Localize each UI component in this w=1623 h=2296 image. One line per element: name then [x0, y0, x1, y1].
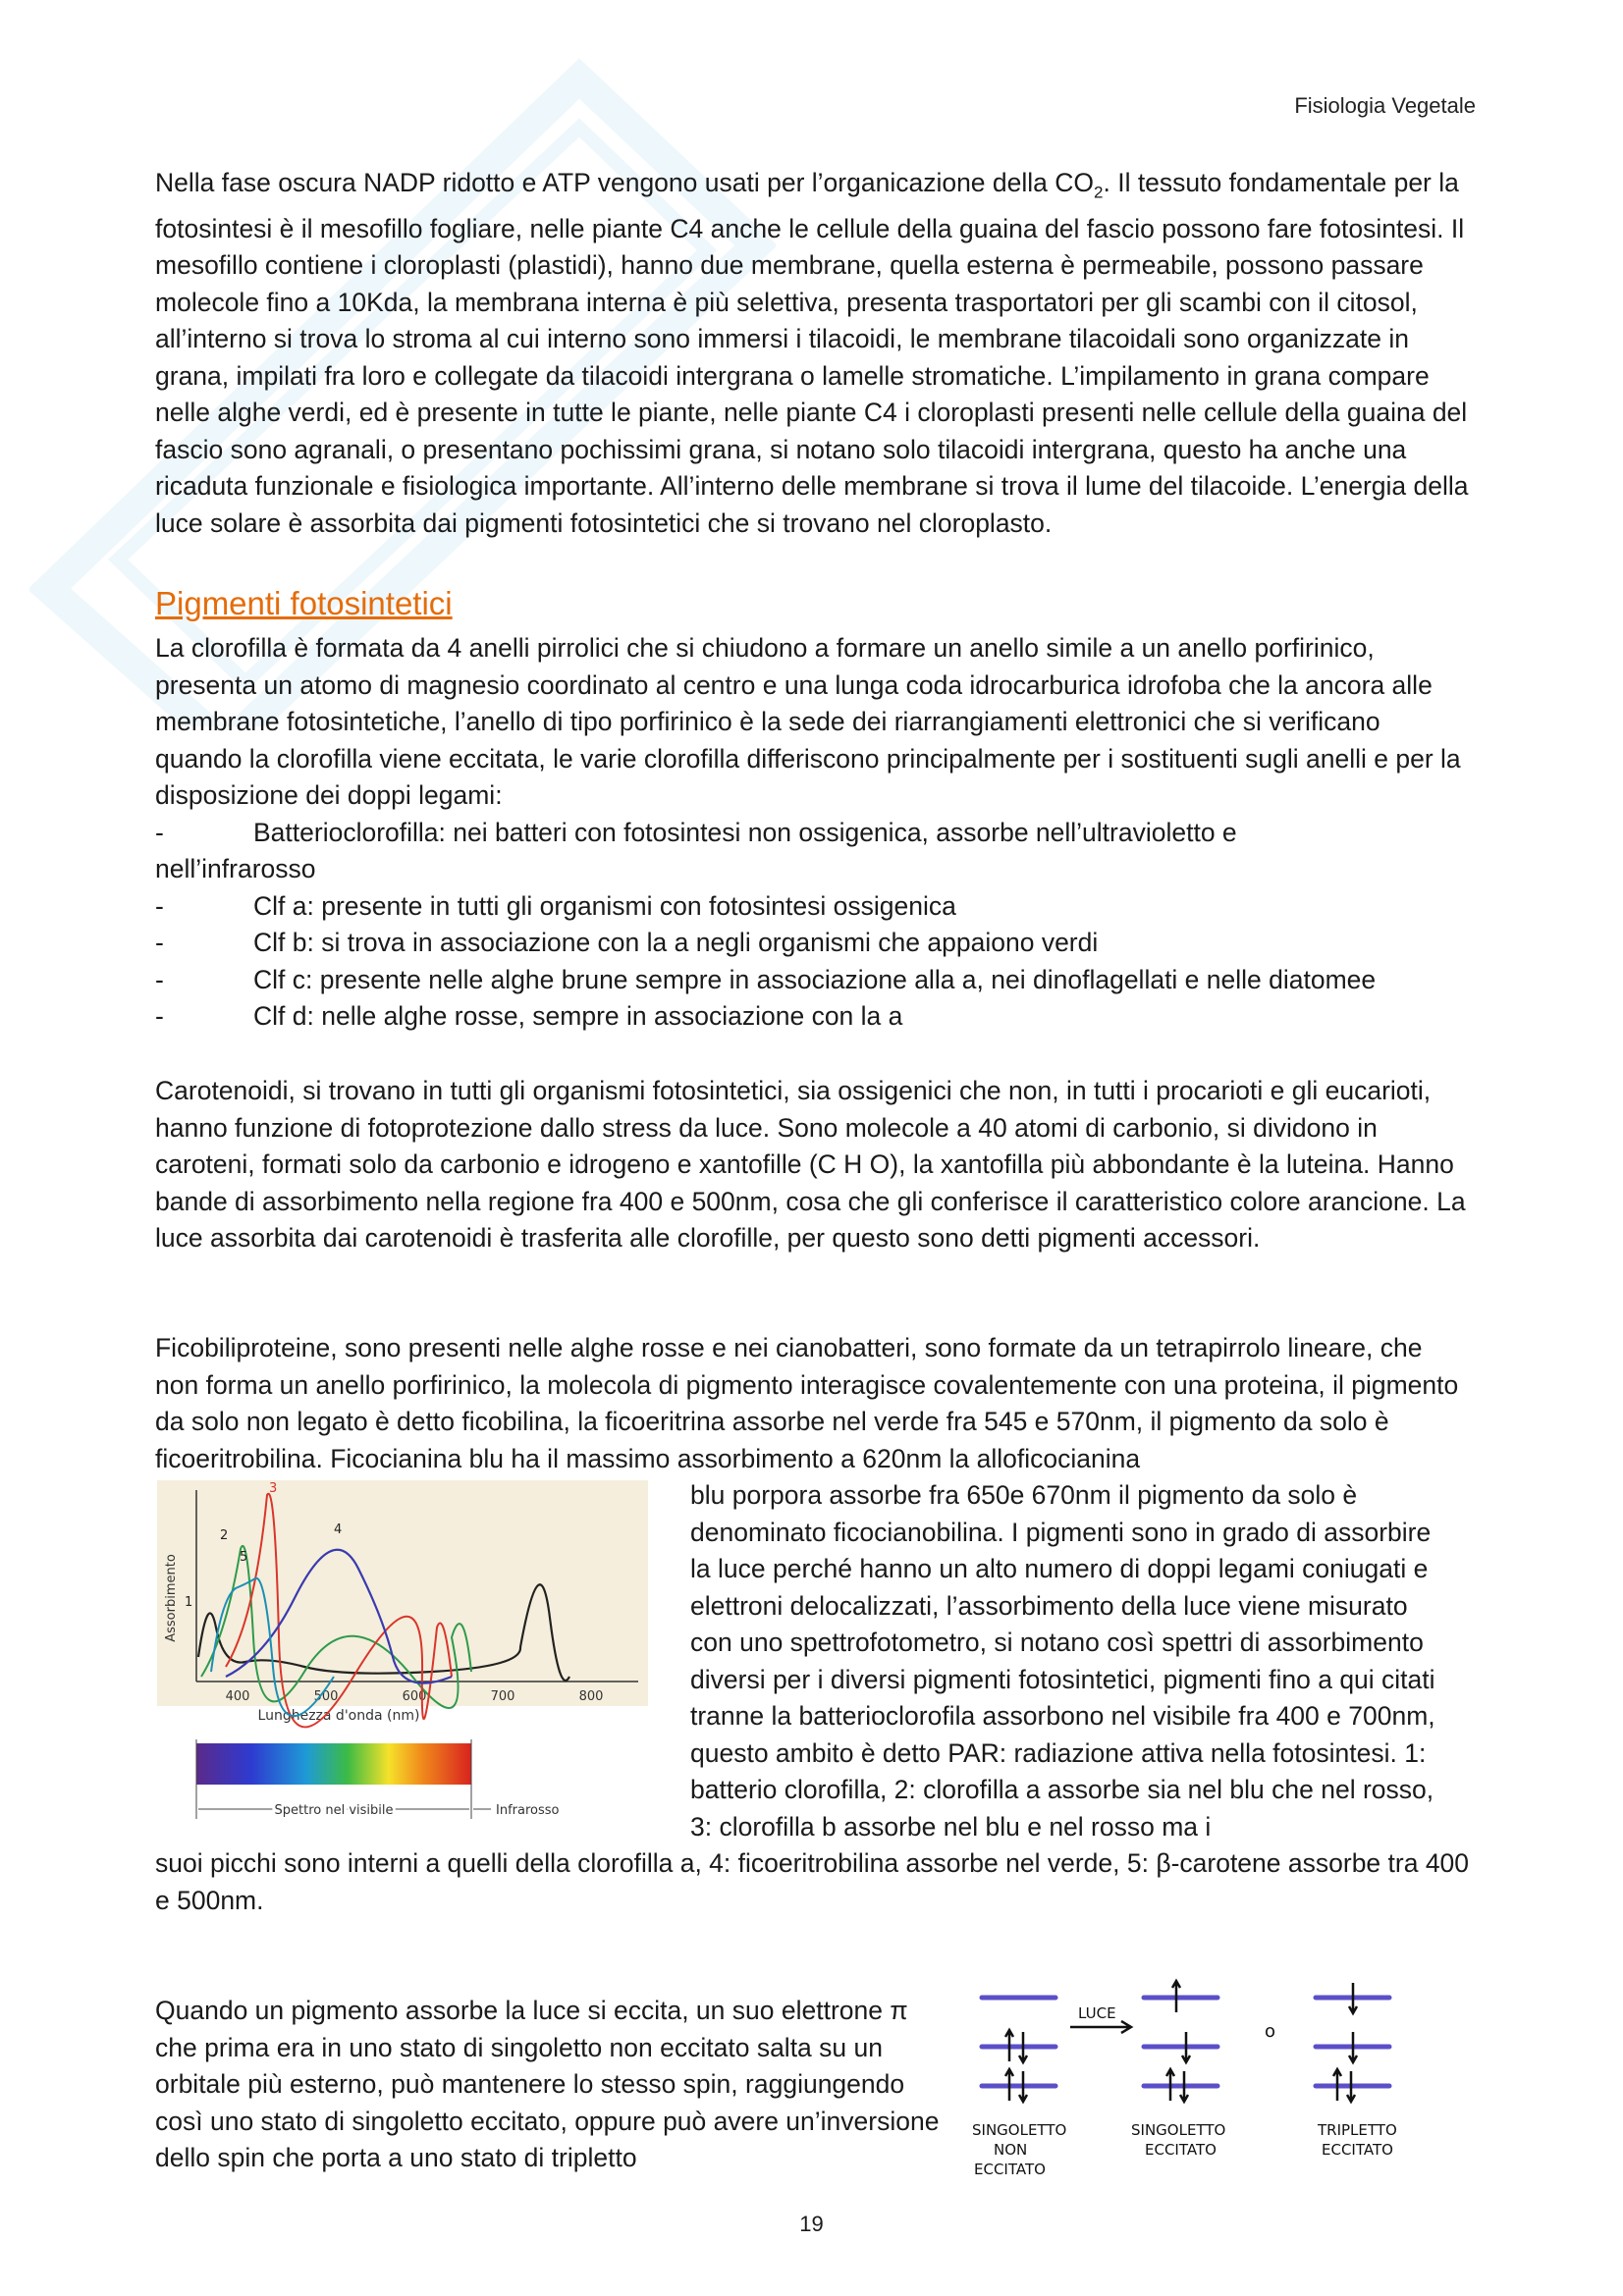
paragraph-carotenoidi: Carotenoidi, si trovano in tutti gli organismi fotosintetici, sia ossigenici che non, in tutti i procarioti e gli eucarioti, hanno funzione di fotoprotezione dallo stress da luce. Sono molecole a 40 atomi di carbonio, si dividono in caroteni, formati solo da carbonio e idrogeno e xantofille (C H O), la xantofilla più abbondante è la luteina. Hanno bande di assorbimento nella regione fra 400 e 500nm, cosa che gli conferisce il caratteristico colore arancione. La luce assorbita dai carotenoidi è trasferita alle clorofille, per questo sono detti pigmenti accessori. — [155, 1076, 1466, 1253]
paragraph-picchi: suoi picchi sono interni a quelli della clorofilla a, 4: ficoeritrobilina assorbe nel verde, 5: β-carotene assorbe tra 400 e 500nm. — [155, 1848, 1470, 1915]
paragraph-clorofilla: La clorofilla è formata da 4 anelli pirrolici che si chiudono a formare un anello simile a un anello porfirinico, presenta un atomo di magnesio coordinato al centro e una lunga coda idrocarburica idrofoba che la ancora alle membrane fotosintetiche, l’anello di tipo porfirinico è la sede dei riarrangiamenti elettronici che si verificano quando la clorofilla viene eccitata, le varie clorofilla differiscono principalmente per i sostituenti sugli anelli e per la disposizione dei doppi legami: — [155, 633, 1461, 810]
curve-label: 5 — [240, 1550, 248, 1565]
curve-label: 3 — [269, 1481, 278, 1496]
absorption-spectra-figure — [157, 1480, 648, 1851]
tick-label: 500 — [313, 1689, 339, 1704]
light-arrow-label: LUCE — [1078, 2004, 1116, 2022]
state-label: ECCITATO — [974, 2161, 1046, 2178]
electron-states-figure — [962, 1973, 1473, 2194]
running-header: Fisiologia Vegetale — [1294, 93, 1476, 118]
x-axis-label: Lunghezza d'onda (nm) — [257, 1708, 420, 1724]
tick-label: 700 — [490, 1689, 515, 1704]
page-number: 19 — [799, 2212, 824, 2236]
page: Fisiologia Vegetale Nella fase oscura NADP ridotto e ATP vengono usati per l’organicazione della $CO_2$. Il tessuto fondamentale per la fotosintesi è il mesofillo fogliare, nelle piante C4 anche le cellule della guaina del fascio possono fare fotosintesi. Il mesofillo contiene i cloroplasti (plastidi), hanno due membrane, quella esterna è permeabile, possono passare molecole fino a 10Kda, la membrana interna è più selettiva, presenta trasportatori per gli scambi con il citosol, all’interno si trova lo stroma al cui interno sono immersi i tilacoidi, le membrane tilacoidali sono organizzate in grana, impilati fra loro e collegate da tilacoidi intergrana o lamelle stromatiche. L’impilamento in grana compare nelle alghe verdi, ed è presente in tutte le piante, nelle piante C4 i cloroplasti presenti nelle cellule della guaina del fascio sono agranali, o presentano pochissimi grana, si notano solo tilacoidi intergrana, questo ha anche una ricaduta funzionale e fisiologica importante. All’interno delle membrane si trova il lume del tilacoide. L’energia della luce solare è assorbita dai pigmenti fotosintetici che si trovano nel cloroplasto. Pigmenti fotosintetici La clorofilla è formata da 4 anelli pirrolici che si chiudono a formare un anello simile a un anello porfirinico, presenta un atomo di magnesio coordinato al centro e una lunga coda idrocarburica idrofoba che la ancora alle membrane fotosintetiche, l’anello di tipo porfirinico è la sede dei riarrangiamenti elettronici che si verificano quando la clorofilla viene eccitata, le varie clorofilla differiscono principalmente per i sostituenti sugli anelli e per la disposizione dei doppi legami: - Batterioclorofilla: nei batteri con fotosintesi non ossigenica, assorbe nell’ultravioletto e nell’infrarosso - Clf a: presente in tutti gli organismi con fotosintesi ossigenica - Clf b: si trova in associazione con la a negli organismi che appaiono verdi - Clf c: presente nelle alghe brune sempre in associazione alla a, nei dinoflagellati e nelle diatomee - Clf d: nelle alghe rosse, sempre in associazione con la a Carotenoidi, si trovano in tutti gli organismi fotosintetici, sia ossigenici che non, in tutti i procarioti e gli eucarioti, hanno funzione di fotoprotezione dallo stress da luce. Sono molecole a 40 atomi di carbonio, si dividono in caroteni, formati solo da carbonio e idrogeno e xantofille (C H O), la xantofilla più abbondante è la luteina. Hanno bande di assorbimento nella regione fra 400 e 500nm, cosa che gli conferisce il caratteristico colore arancione. La luce assorbita dai carotenoidi è trasferita alle clorofille, per questo sono detti pigmenti accessori. Ficobiliproteine, sono presenti nelle alghe rosse e nei cianobatteri, sono formate da un tetrapirrolo lineare, che non forma un anello porfirinico, la molecola di pigmento interagisce covalentemente con una proteina, il pigmento da solo non legato è detto ficobilina, la ficoeritrina assorbe nel verde fra 545 e 570nm, il pigmento da solo è ficoeritrobilina. Ficocianina blu ha il massimo assorbimento a 620nm la alloficocianina blu porpora assorbe fra 650e 670nm il pigmento da solo è denominato ficocianobilina. I pigmenti sono in grado di assorbire la luce perché hanno un alto numero di doppi legami coniugati e elettroni delocalizzati, l’assorbimento della luce viene misurato con uno spettrofotometro, si notano così spettri di assorbimento diversi per i diversi pigmenti fotosintetici, pigmenti fino a qui citati tranne la batterioclorofila assorbono nel visibile fra 400 e 700nm, questo ambito è detto PAR: radiazione attiva nella fotosintesi. 1: batterio clorofilla, 2: clorofilla a assorbe sia nel blu che nel rosso, 3: clorofilla b assorbe nel blu e nel rosso ma i suoi picchi sono interni a quelli della clorofilla a, 4: ficoeritrobilina assorbe nel verde, 5: β-carotene assorbe tra 400 e 500nm. Quando un pigmento assorbe la luce si eccita, un suo elettrone π che prima era in uno stato di singoletto non eccitato salta su un orbitale più esterno, può mantenere lo stesso spin, raggiungendo così uno stato di singoletto eccitato, oppure può avere un’inversione dello spin che porta a uno stato di tripletto Assorbimento 400 500 600 700 800 Lunghezza d'onda (nm) 1 2 3 4 5 Spettro nel visibile Infrarosso LUCE o SINGOLETTO NON ECCITATO SINGOLETTO ECCITATO TRIPLETTO ECCITATO 19 — [0, 0, 1623, 2296]
infrared-label: Infrarosso — [496, 1803, 560, 1818]
tick-label: 400 — [225, 1689, 250, 1704]
tick-label: 800 — [578, 1689, 604, 1704]
or-label: o — [1265, 2021, 1276, 2042]
curve-label: 2 — [220, 1528, 229, 1543]
visible-spectrum-label: Spettro nel visibile — [274, 1803, 394, 1818]
state-label: TRIPLETTO — [1318, 2121, 1397, 2139]
state-label: NON — [994, 2141, 1028, 2159]
paragraph-ficobiliproteine: Ficobiliproteine, sono presenti nelle alghe rosse e nei cianobatteri, sono formate da un tetrapirrolo lineare, che non forma un anello porfirinico, la molecola di pigmento interagisce covalentemente con una proteina, il pigmento da solo non legato è detto ficobilina, la ficoeritrina assorbe nel verde fra 545 e 570nm, il pigmento da solo è ficoeritrobilina. Ficocianina blu ha il massimo assorbimento a 620nm la alloficocianina — [155, 1333, 1459, 1473]
tick-label: 600 — [402, 1689, 427, 1704]
paragraph-pigmenti-assorbimento: blu porpora assorbe fra 650e 670nm il pigmento da solo è denominato ficocianobilina. I pigmenti sono in grado di assorbire la luce perché hanno un alto numero di doppi legami coniugati e elettroni delocalizzati, l’assorbimento della luce viene misurato con uno spettrofotometro, si notano così spettri di assorbimento diversi per i diversi pigmenti fotosintetici, pigmenti fino a qui citati tranne la batterioclorofila assorbono nel visibile fra 400 e 700nm, questo ambito è detto PAR: radiazione attiva nella fotosintesi. 1: batterio clorofilla, 2: clorofilla a assorbe sia nel blu che nel rosso, 3: clorofilla b assorbe nel blu e nel rosso ma i — [690, 1480, 1435, 1842]
curve-label: 4 — [334, 1522, 343, 1537]
state-label: SINGOLETTO — [1131, 2121, 1226, 2139]
section-heading: Pigmenti fotosintetici — [155, 585, 453, 621]
state-label: SINGOLETTO — [972, 2121, 1067, 2139]
y-axis-label: Assorbimento — [164, 1554, 179, 1642]
visible-spectrum-bar — [196, 1743, 471, 1785]
paragraph-fase-oscura: Nella fase oscura NADP ridotto e ATP vengono usati per l’organicazione della $CO_2$. Il tessuto fondamentale per la fotosintesi è il mesofillo fogliare, nelle piante C4 anche le cellule della guaina del fascio possono fare fotosintesi. Il mesofillo contiene i cloroplasti (plastidi), hanno due membrane, quella esterna è permeabile, possono passare molecole fino a 10Kda, la membrana interna è più selettiva, presenta trasportatori per gli scambi con il citosol, all’interno si trova lo stroma al cui interno sono immersi i tilacoidi, le membrane tilacoidali sono organizzate in grana, impilati fra loro e collegate da tilacoidi intergrana o lamelle stromatiche. L’impilamento in grana compare nelle alghe verdi, ed è presente in tutte le piante, nelle piante C4 i cloroplasti presenti nelle cellule della guaina del fascio sono agranali, o presentano pochissimi grana, si notano solo tilacoidi intergrana, questo ha anche una ricaduta funzionale e fisiologica importante. All’interno delle membrane si trova il lume del tilacoide. L’energia della luce solare è assorbita dai pigmenti fotosintetici che si trovano nel cloroplasto. — [155, 168, 1469, 538]
paragraph-eccitazione: Quando un pigmento assorbe la luce si eccita, un suo elettrone π che prima era in uno stato di singoletto non eccitato salta su un orbitale più esterno, può mantenere lo stesso spin, raggiungendo così uno stato di singoletto eccitato, oppure può avere un’inversione dello spin che porta a uno stato di tripletto — [155, 1996, 940, 2172]
state-label: ECCITATO — [1145, 2141, 1217, 2159]
state-label: ECCITATO — [1322, 2141, 1393, 2159]
curve-label: 1 — [185, 1595, 193, 1610]
light-arrow — [1070, 2021, 1131, 2033]
list-item-continuation: nell’infrarosso — [155, 854, 316, 883]
